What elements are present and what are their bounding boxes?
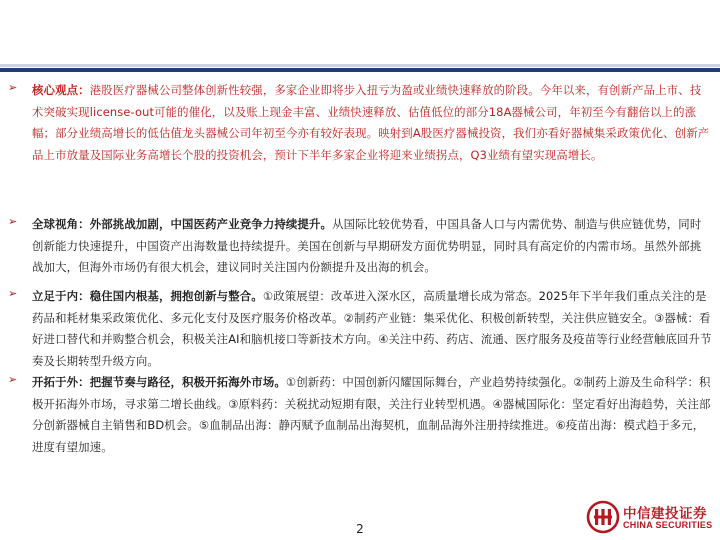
company-logo: [586, 500, 718, 536]
logo-chinese-name: 中信建投证券: [623, 506, 707, 522]
arrow-bullet-icon: ➢: [8, 215, 18, 228]
core-view-bullet: [8, 80, 712, 166]
page-number: 2: [356, 522, 364, 536]
domestic-bullet: [8, 286, 712, 372]
logo-mark-icon: [586, 500, 620, 534]
overseas-paragraph: [32, 372, 712, 458]
core-view-paragraph: [32, 80, 712, 166]
core-view-label: 核心观点：: [32, 83, 90, 97]
global-view-paragraph: [32, 214, 712, 279]
domestic-lead: 立足于内：稳住国内根基，拥抱创新与整合。: [32, 289, 263, 303]
arrow-bullet-icon: ➢: [8, 81, 18, 94]
domestic-text: ①政策展望：改革进入深水区，高质量增长成为常态。2025年下半年我们重点关注的是药品和耗材集采政策优化、多元化支付及医疗服务价格改革。②制药产业链：集采优化、积极创新转型，关注供应链安全。③器械：看好进口替代和并购整合机会，积极关注AI和脑机接口等新技术方向。④关注中药、药店、流通、医疗服务及疫苗等行业经营触底回升节奏及长期转型升级方向。: [32, 289, 712, 368]
domestic-paragraph: [32, 286, 712, 372]
overseas-text: ①创新药：中国创新闪耀国际舞台，产业趋势持续强化。②制药上游及生命科学：积极开拓海外市场，寻求第二增长曲线。③原料药：关税扰动短期有限，关注行业转型机遇。④器械国际化：坚定看好出海趋势，关注部分创新器械自主销售和BD机会。⑤血制品出海：静丙赋予血制品出海契机，血制品海外注册持续推进。⑥疫苗出海：模式趋于多元，进度有望加速。: [32, 375, 711, 454]
header-rule-dark: [0, 68, 720, 72]
header-rule: [0, 64, 720, 74]
overseas-bullet: [8, 372, 712, 458]
arrow-bullet-icon: ➢: [8, 373, 18, 386]
header-rule-light: [0, 64, 720, 67]
global-view-lead: 全球视角：外部挑战加剧，中国医药产业竞争力持续提升。: [32, 217, 333, 231]
core-view-text: 港股医疗器械公司整体创新性较强，多家企业即将步入扭亏为盈或业绩快速释放的阶段。今年以来，有创新产品上市、技术突破实现license-out可能的催化，以及账上现金丰富、业绩快速释放、估值低位的部分18A器械公司，年初至今有翻倍以上的涨幅；部分业绩高增长的低估值龙头器械公司年初至今亦有较好表现。映射到A股医疗器械投资，我们亦看好器械集采政策优化、创新产品上市放量及国际业务高增长个股的投资机会，预计下半年多家企业将迎来业绩拐点，Q3业绩有望实现高增长。: [32, 83, 710, 162]
arrow-bullet-icon: ➢: [8, 287, 18, 300]
global-view-bullet: [8, 214, 712, 279]
global-view-text: 从国际比较优势看，中国具备人口与内需优势、制造与供应链优势，同时创新能力快速提升，中国资产出海数量也持续提升。美国在创新与早期研发方面优势明显，同时具有高定价的内需市场。虽然外部挑战加大，但海外市场仍有很大机会，建议同时关注国内份额提升及出海的机会。: [32, 217, 702, 274]
logo-english-name: CHINA SECURITIES: [623, 520, 713, 530]
overseas-lead: 开拓于外：把握节奏与路径，积极开拓海外市场。: [32, 375, 286, 389]
